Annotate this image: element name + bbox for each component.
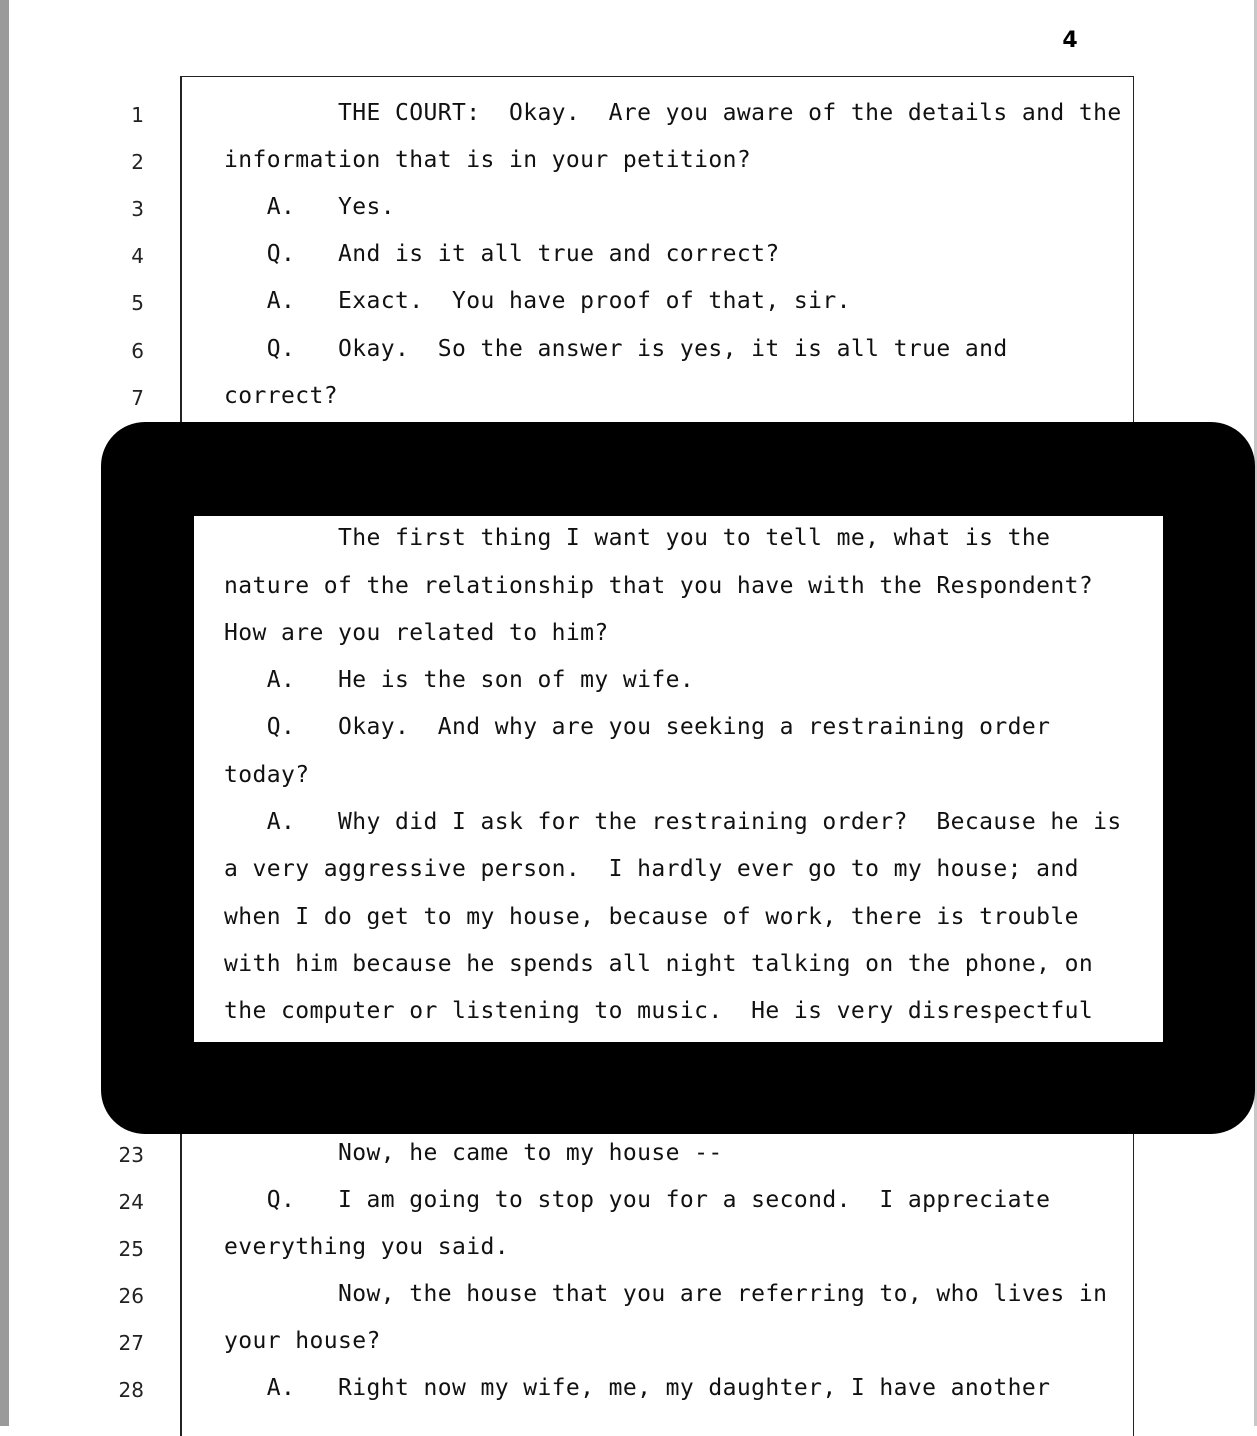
transcript-line: How are you related to him? [224, 620, 609, 646]
transcript-line: Q. Okay. And why are you seeking a restraining order [224, 714, 1051, 740]
transcript-line: the computer or listening to music. He is very disrespectful [224, 998, 1094, 1024]
transcript-line: THE COURT: Okay. Are you aware of the details and the [224, 100, 1122, 126]
line-number: 24 [118, 1190, 144, 1214]
transcript-line: Now, the house that you are referring to, who lives in [224, 1281, 1108, 1307]
line-number: 26 [118, 1284, 144, 1308]
transcript-line: correct? [224, 383, 338, 409]
transcript-line: Q. And is it all true and correct? [224, 241, 780, 267]
left-page-edge [0, 0, 9, 1426]
line-number: 27 [118, 1331, 144, 1355]
transcript-line: A. He is the son of my wife. [224, 667, 695, 693]
line-number: 6 [131, 339, 144, 363]
transcript-line: your house? [224, 1328, 381, 1354]
transcript-line: today? [224, 762, 310, 788]
page-number: 4 [1062, 28, 1078, 53]
line-number: 28 [118, 1378, 144, 1402]
transcript-line: with him because he spends all night talking on the phone, on [224, 951, 1094, 977]
transcript-line: nature of the relationship that you have with the Respondent? [224, 573, 1094, 599]
transcript-line: The first thing I want you to tell me, what is the [224, 525, 1051, 551]
transcript-line: A. Right now my wife, me, my daughter, I have another [224, 1375, 1051, 1401]
transcript-line: A. Yes. [224, 194, 395, 220]
transcript-line: A. Why did I ask for the restraining order? Because he is [224, 809, 1122, 835]
transcript-line: a very aggressive person. I hardly ever go to my house; and [224, 856, 1079, 882]
transcript-line: information that is in your petition? [224, 147, 752, 173]
transcript-line: Now, he came to my house -- [224, 1140, 723, 1166]
line-number: 23 [118, 1143, 144, 1167]
transcript-line: when I do get to my house, because of work, there is trouble [224, 904, 1079, 930]
transcript-line: Q. I am going to stop you for a second. I appreciate [224, 1187, 1051, 1213]
transcript-line: Q. Okay. So the answer is yes, it is all true and [224, 336, 1008, 362]
line-number: 25 [118, 1237, 144, 1261]
line-number: 4 [131, 244, 144, 268]
line-number: 7 [131, 386, 144, 410]
line-number: 3 [131, 197, 144, 221]
transcript-line: A. Exact. You have proof of that, sir. [224, 288, 851, 314]
transcript-line: everything you said. [224, 1234, 509, 1260]
line-number: 2 [131, 150, 144, 174]
line-number: 1 [131, 103, 144, 127]
line-number: 5 [131, 291, 144, 315]
